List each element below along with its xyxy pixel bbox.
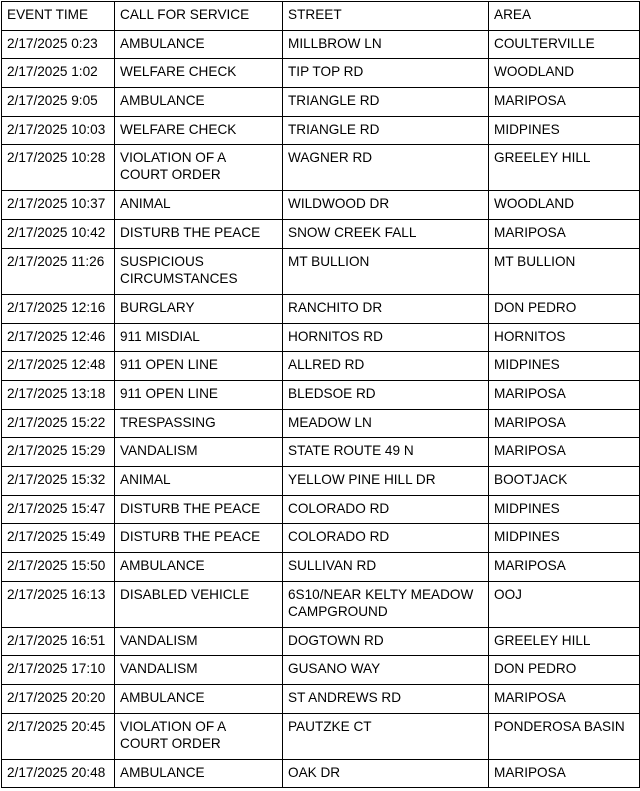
cell-street: PAUTZKE CT [283, 713, 489, 759]
cell-street: SULLIVAN RD [283, 553, 489, 582]
header-event-time: EVENT TIME [2, 2, 115, 31]
cell-call-for-service: 911 OPEN LINE [115, 352, 283, 381]
cell-call-for-service: VIOLATION OF A COURT ORDER [115, 145, 283, 191]
cell-event-time: 2/17/2025 9:05 [2, 88, 115, 117]
cell-call-for-service: ANIMAL [115, 191, 283, 220]
cell-event-time: 2/17/2025 1:02 [2, 59, 115, 88]
cell-street: WILDWOOD DR [283, 191, 489, 220]
header-street: STREET [283, 2, 489, 31]
table-row [2, 466, 640, 495]
cell-area: GREELEY HILL [489, 145, 640, 191]
cell-area: DON PEDRO [489, 656, 640, 685]
cell-call-for-service: TRESPASSING [115, 409, 283, 438]
cell-street: STATE ROUTE 49 N [283, 438, 489, 467]
cell-call-for-service: DISTURB THE PEACE [115, 524, 283, 553]
table-row [2, 553, 640, 582]
cell-event-time: 2/17/2025 16:13 [2, 581, 115, 627]
cell-call-for-service: SUSPICIOUS CIRCUMSTANCES [115, 248, 283, 294]
cell-call-for-service: AMBULANCE [115, 553, 283, 582]
cell-street: BLEDSOE RD [283, 380, 489, 409]
cell-call-for-service: WELFARE CHECK [115, 116, 283, 145]
header-area: AREA [489, 2, 640, 31]
table-row [2, 191, 640, 220]
cell-area: GREELEY HILL [489, 627, 640, 656]
table-row [2, 495, 640, 524]
cell-call-for-service: VANDALISM [115, 438, 283, 467]
cell-call-for-service: BURGLARY [115, 294, 283, 323]
cell-area: MARIPOSA [489, 553, 640, 582]
table-row [2, 581, 640, 627]
table-row [2, 59, 640, 88]
cell-event-time: 2/17/2025 15:49 [2, 524, 115, 553]
cell-street: OAK DR [283, 759, 489, 788]
cell-event-time: 2/17/2025 10:03 [2, 116, 115, 145]
cell-area: WOODLAND [489, 191, 640, 220]
cell-call-for-service: VANDALISM [115, 627, 283, 656]
cell-street: TIP TOP RD [283, 59, 489, 88]
cell-call-for-service: AMBULANCE [115, 685, 283, 714]
cell-call-for-service: DISABLED VEHICLE [115, 581, 283, 627]
call-log-table [1, 1, 640, 788]
cell-street: TRIANGLE RD [283, 88, 489, 117]
cell-street: COLORADO RD [283, 495, 489, 524]
cell-street: TRIANGLE RD [283, 116, 489, 145]
cell-street: 6S10/NEAR KELTY MEADOW CAMPGROUND [283, 581, 489, 627]
cell-area: MARIPOSA [489, 409, 640, 438]
cell-event-time: 2/17/2025 12:48 [2, 352, 115, 381]
table-row [2, 409, 640, 438]
cell-area: MARIPOSA [489, 380, 640, 409]
cell-event-time: 2/17/2025 15:29 [2, 438, 115, 467]
cell-event-time: 2/17/2025 0:23 [2, 30, 115, 59]
cell-area: MARIPOSA [489, 685, 640, 714]
cell-area: HORNITOS [489, 323, 640, 352]
cell-area: MT BULLION [489, 248, 640, 294]
cell-street: MEADOW LN [283, 409, 489, 438]
cell-event-time: 2/17/2025 20:48 [2, 759, 115, 788]
table-row [2, 116, 640, 145]
table-row [2, 380, 640, 409]
cell-street: COLORADO RD [283, 524, 489, 553]
cell-call-for-service: VANDALISM [115, 656, 283, 685]
table-row [2, 656, 640, 685]
cell-event-time: 2/17/2025 10:28 [2, 145, 115, 191]
cell-event-time: 2/17/2025 11:26 [2, 248, 115, 294]
cell-call-for-service: AMBULANCE [115, 759, 283, 788]
cell-area: MARIPOSA [489, 759, 640, 788]
cell-event-time: 2/17/2025 15:47 [2, 495, 115, 524]
cell-area: DON PEDRO [489, 294, 640, 323]
cell-street: RANCHITO DR [283, 294, 489, 323]
table-row [2, 220, 640, 249]
cell-street: YELLOW PINE HILL DR [283, 466, 489, 495]
cell-area: COULTERVILLE [489, 30, 640, 59]
cell-area: MARIPOSA [489, 88, 640, 117]
header-call-for-service: CALL FOR SERVICE [115, 2, 283, 31]
table-row [2, 30, 640, 59]
table-row [2, 145, 640, 191]
table-row [2, 88, 640, 117]
table-row [2, 759, 640, 788]
cell-street: GUSANO WAY [283, 656, 489, 685]
cell-area: MARIPOSA [489, 220, 640, 249]
cell-call-for-service: VIOLATION OF A COURT ORDER [115, 713, 283, 759]
cell-call-for-service: AMBULANCE [115, 88, 283, 117]
cell-event-time: 2/17/2025 12:46 [2, 323, 115, 352]
cell-area: MIDPINES [489, 524, 640, 553]
cell-area: OOJ [489, 581, 640, 627]
cell-area: MARIPOSA [489, 438, 640, 467]
table-row [2, 323, 640, 352]
cell-call-for-service: 911 MISDIAL [115, 323, 283, 352]
cell-call-for-service: DISTURB THE PEACE [115, 495, 283, 524]
cell-street: ST ANDREWS RD [283, 685, 489, 714]
cell-event-time: 2/17/2025 15:32 [2, 466, 115, 495]
cell-street: SNOW CREEK FALL [283, 220, 489, 249]
table-row [2, 627, 640, 656]
cell-street: DOGTOWN RD [283, 627, 489, 656]
cell-event-time: 2/17/2025 17:10 [2, 656, 115, 685]
table-row [2, 352, 640, 381]
table-row [2, 685, 640, 714]
cell-call-for-service: 911 OPEN LINE [115, 380, 283, 409]
cell-area: BOOTJACK [489, 466, 640, 495]
cell-event-time: 2/17/2025 15:22 [2, 409, 115, 438]
cell-event-time: 2/17/2025 15:50 [2, 553, 115, 582]
cell-area: MIDPINES [489, 495, 640, 524]
cell-event-time: 2/17/2025 12:16 [2, 294, 115, 323]
cell-event-time: 2/17/2025 13:18 [2, 380, 115, 409]
table-row [2, 524, 640, 553]
table-row [2, 294, 640, 323]
cell-event-time: 2/17/2025 20:20 [2, 685, 115, 714]
cell-area: PONDEROSA BASIN [489, 713, 640, 759]
cell-street: ALLRED RD [283, 352, 489, 381]
cell-call-for-service: WELFARE CHECK [115, 59, 283, 88]
cell-area: MIDPINES [489, 116, 640, 145]
table-row [2, 248, 640, 294]
table-row [2, 438, 640, 467]
table-row [2, 713, 640, 759]
cell-street: MT BULLION [283, 248, 489, 294]
cell-call-for-service: ANIMAL [115, 466, 283, 495]
cell-event-time: 2/17/2025 10:42 [2, 220, 115, 249]
cell-street: WAGNER RD [283, 145, 489, 191]
header-row [2, 2, 640, 31]
table-body [2, 30, 640, 788]
cell-event-time: 2/17/2025 20:45 [2, 713, 115, 759]
cell-street: HORNITOS RD [283, 323, 489, 352]
cell-area: WOODLAND [489, 59, 640, 88]
cell-area: MIDPINES [489, 352, 640, 381]
cell-event-time: 2/17/2025 10:37 [2, 191, 115, 220]
cell-call-for-service: DISTURB THE PEACE [115, 220, 283, 249]
cell-call-for-service: AMBULANCE [115, 30, 283, 59]
cell-event-time: 2/17/2025 16:51 [2, 627, 115, 656]
cell-street: MILLBROW LN [283, 30, 489, 59]
